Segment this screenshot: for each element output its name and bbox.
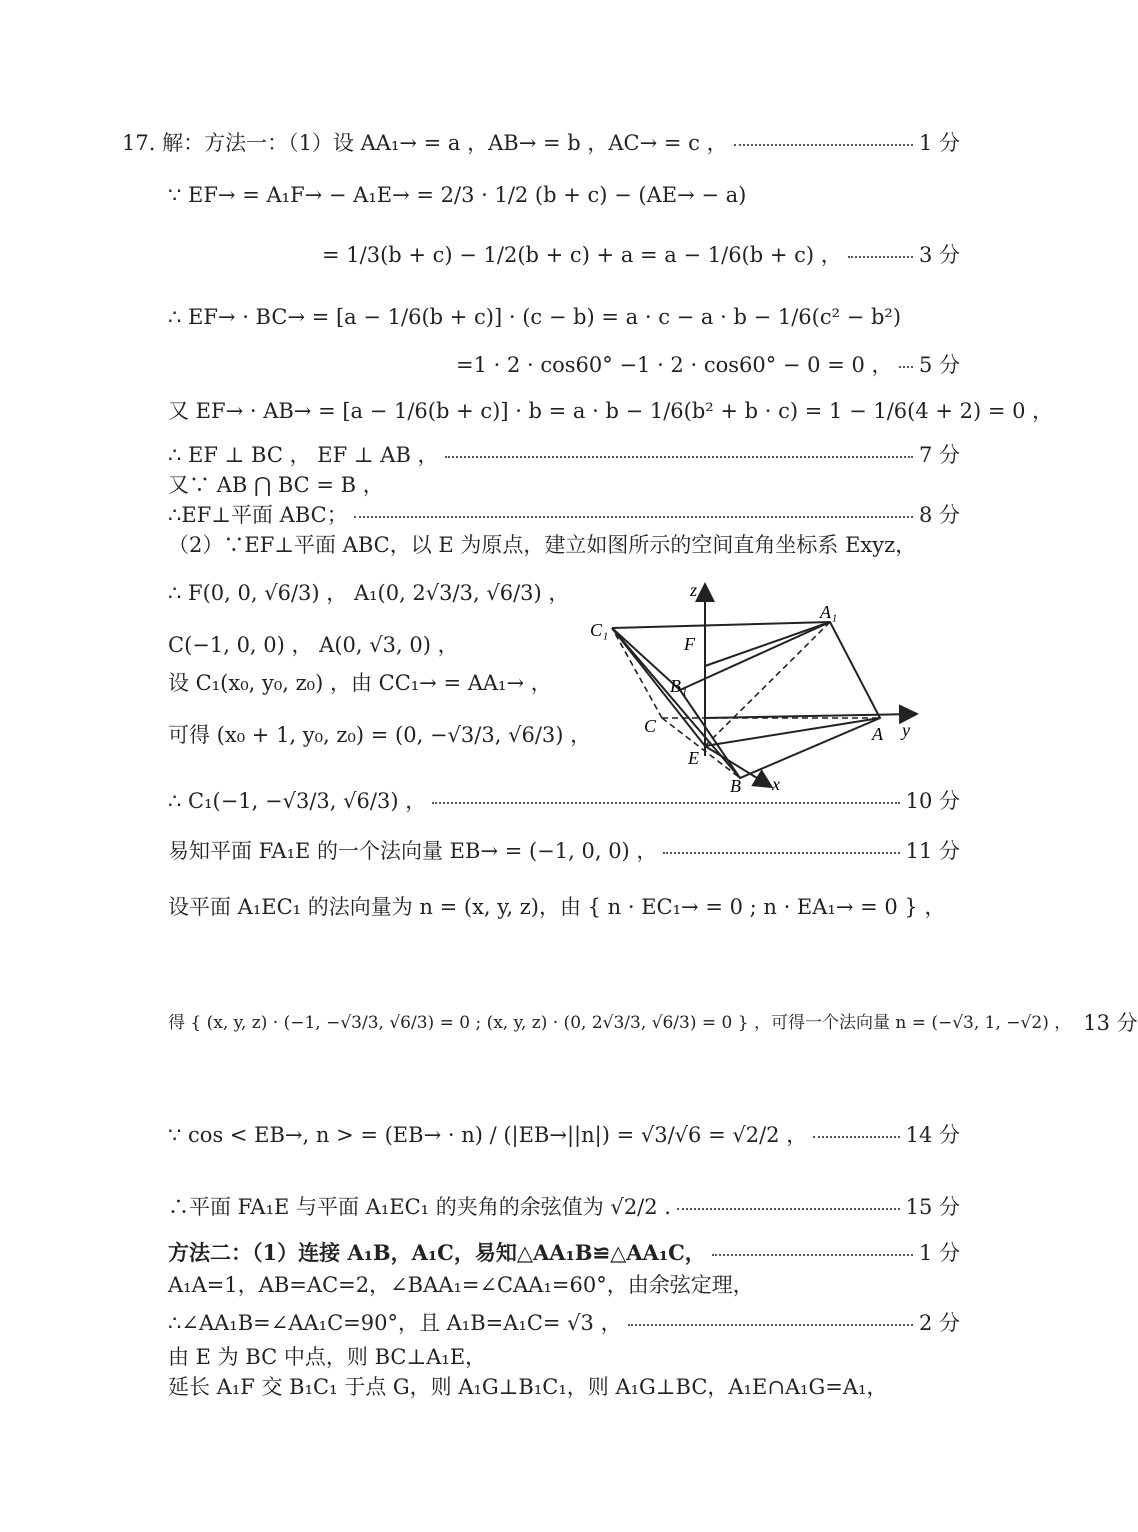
score-label: 5 分 xyxy=(918,353,960,377)
label-y: y xyxy=(902,720,910,740)
label-a1: A₁ xyxy=(820,602,838,622)
line-text: ∴EF⊥平面 ABC； xyxy=(168,503,348,527)
line-text: ∴∠AA₁B=∠AA₁C=90°，且 A₁B=A₁C= √3 ， xyxy=(168,1311,622,1335)
score-label: 7 分 xyxy=(918,443,960,467)
label-f: F xyxy=(684,634,695,654)
edge-b1-a1 xyxy=(680,622,830,690)
label-x: x xyxy=(772,774,780,794)
solution-line-8 xyxy=(168,470,960,500)
score-label: 2 分 xyxy=(918,1311,960,1335)
line-text: 延长 A₁F 交 B₁C₁ 于点 G，则 A₁G⊥B₁C₁，则 A₁G⊥BC，A₁E∩A₁G=A₁， xyxy=(168,1375,888,1399)
solution-line-11 xyxy=(168,578,570,608)
line-text: ∵ EF→ = A₁F→ − A₁E→ = 2/3 · 1/2 (b + c) − (AE→ − a) xyxy=(168,183,747,207)
solution-line-16 xyxy=(168,836,960,866)
solution-line-3 xyxy=(322,240,960,270)
label-a: A xyxy=(872,724,883,744)
line-text: =1 · 2 · cos60° −1 · 2 · cos60° − 0 = 0 ， xyxy=(456,353,893,377)
score-label: 13 分 xyxy=(1083,1011,1138,1035)
solution-line-6 xyxy=(168,396,1054,426)
label-b: B xyxy=(730,776,741,796)
solution-line-2 xyxy=(168,180,960,210)
solution-line-17 xyxy=(168,892,960,922)
line-text: 方法二：（1）连接 A₁B，A₁C，易知△AA₁B≌△AA₁C， xyxy=(168,1240,706,1265)
solution-line-9 xyxy=(168,500,960,530)
dashed-c-c1 xyxy=(612,628,662,718)
leader-dots xyxy=(445,456,913,458)
solution-line-22 xyxy=(168,1270,960,1300)
line-text: 得 { (x, y, z) · (−1, −√3/3, √6/3) = 0 ; (x, y, z) · (0, 2√3/3, √6/3) = 0 } ，可得一个法向量 n = (−√3, 1, −√2) ， xyxy=(168,1013,1072,1033)
line-text: 设 C₁(x₀, y₀, z₀) ，由 CC₁→ = AA₁→ ， xyxy=(168,671,552,695)
solution-line-21 xyxy=(168,1238,960,1268)
leader-dots xyxy=(848,256,913,258)
prism-coordinate-figure xyxy=(580,578,930,800)
leader-dots xyxy=(677,1208,900,1210)
line-text: 设平面 A₁EC₁ 的法向量为 n = (x, y, z)，由 { n · EC₁→ = 0 ; n · EA₁→ = 0 } ， xyxy=(168,895,946,919)
solution-line-1 xyxy=(122,128,960,158)
label-z: z xyxy=(690,580,698,600)
score-label: 14 分 xyxy=(905,1123,960,1147)
line-text: C(−1, 0, 0) ， A(0, √3, 0) ， xyxy=(168,633,459,657)
solution-line-23 xyxy=(168,1308,960,1338)
leader-dots xyxy=(813,1136,899,1138)
line-text: 又 EF→ · AB→ = [a − 1/6(b + c)] · b = a · b − 1/6(b² + b · c) = 1 − 1/6(4 + 2) = 0 ， xyxy=(168,399,1054,423)
leader-dots xyxy=(432,802,899,804)
edge-e-a xyxy=(705,718,880,746)
dashed-c-b xyxy=(662,718,740,778)
score-label: 3 分 xyxy=(918,243,960,267)
score-label: 1 分 xyxy=(918,131,960,155)
edge-f-a1 xyxy=(705,622,830,666)
label-c1: C₁ xyxy=(590,620,609,640)
dashed-e-a1 xyxy=(705,622,830,746)
leader-dots xyxy=(628,1324,913,1326)
score-label: 8 分 xyxy=(918,503,960,527)
score-label: 10 分 xyxy=(905,789,960,813)
label-b1: B₁ xyxy=(670,676,688,696)
leader-dots xyxy=(899,366,913,368)
solution-line-5 xyxy=(456,350,960,380)
score-label: 11 分 xyxy=(905,839,960,863)
solution-line-10 xyxy=(168,530,960,560)
line-text: ∴ EF→ · BC→ = [a − 1/6(b + c)] · (c − b) = a · c − a · b − 1/6(c² − b²) xyxy=(168,305,902,329)
leader-dots xyxy=(734,144,913,146)
line-text: 可得 (x₀ + 1, y₀, z₀) = (0, −√3/3, √6/3) ， xyxy=(168,723,592,747)
line-text: ∴ EF ⊥ BC ， EF ⊥ AB ， xyxy=(168,443,439,467)
line-text: A₁A=1，AB=AC=2，∠BAA₁=∠CAA₁=60°，由余弦定理， xyxy=(168,1273,754,1297)
line-text: = 1/3(b + c) − 1/2(b + c) + a = a − 1/6(b + c) ， xyxy=(322,243,842,267)
leader-dots xyxy=(712,1254,913,1256)
score-label: 1 分 xyxy=(918,1241,960,1265)
solution-line-18 xyxy=(168,1008,1138,1038)
score-label: 15 分 xyxy=(905,1195,960,1219)
line-text: （2）∵EF⊥平面 ABC，以 E 为原点，建立如图所示的空间直角坐标系 Exyz， xyxy=(168,533,917,557)
leader-dots xyxy=(663,852,899,854)
line-text: ∴ F(0, 0, √6/3) ， A₁(0, 2√3/3, √6/3) ， xyxy=(168,581,570,605)
solution-line-19 xyxy=(168,1120,960,1150)
label-e: E xyxy=(688,748,699,768)
line-text: ∵ cos < EB→, n > = (EB→ · n) / (|EB→||n|) = √3/√6 = √2/2 ， xyxy=(168,1123,808,1147)
solution-line-25 xyxy=(168,1372,960,1402)
line-text: 易知平面 FA₁E 的一个法向量 EB→ = (−1, 0, 0) ， xyxy=(168,839,658,863)
label-c: C xyxy=(644,716,657,736)
line-text: 又∵ AB ⋂ BC = B ， xyxy=(168,473,384,497)
line-text: 由 E 为 BC 中点，则 BC⊥A₁E， xyxy=(168,1345,487,1369)
line-text: ∴ C₁(−1, −√3/3, √6/3) ， xyxy=(168,789,427,813)
solution-line-13 xyxy=(168,668,552,698)
solution-line-14 xyxy=(168,720,592,750)
solution-line-24 xyxy=(168,1342,960,1372)
solution-line-20 xyxy=(168,1192,960,1222)
line-text: ∴平面 FA₁E 与平面 A₁EC₁ 的夹角的余弦值为 √2/2 . xyxy=(168,1195,671,1219)
leader-dots xyxy=(354,516,913,518)
solution-line-12 xyxy=(168,630,520,660)
line-text: 17. 解：方法一：（1）设 AA₁→ = a ，AB→ = b ，AC→ = c ， xyxy=(122,131,728,155)
solution-line-4 xyxy=(168,302,960,332)
solution-line-7 xyxy=(168,440,960,470)
